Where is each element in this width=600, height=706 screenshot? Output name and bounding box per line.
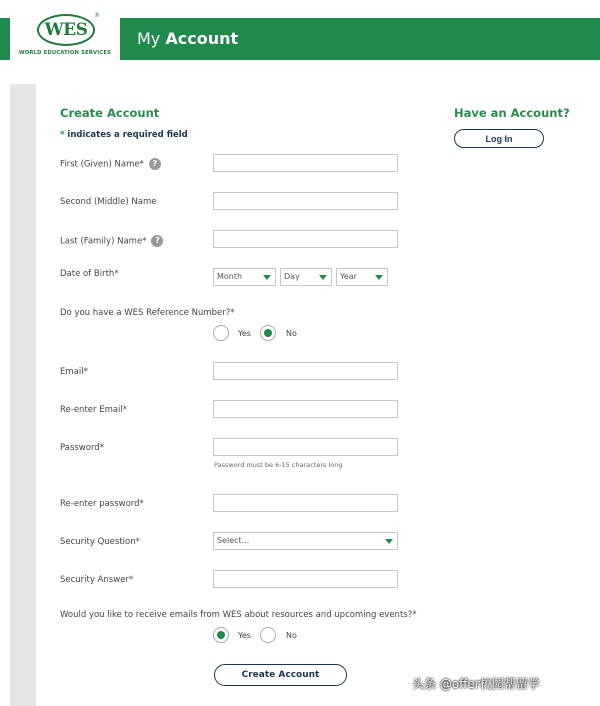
page-title: My Account bbox=[137, 29, 239, 48]
site-header bbox=[0, 0, 600, 62]
side-strip bbox=[10, 84, 36, 706]
last-name-input[interactable] bbox=[213, 230, 398, 248]
login-button[interactable]: Log In bbox=[454, 129, 544, 148]
dob-month-select[interactable]: Month bbox=[213, 268, 276, 286]
security-question-label: Security Question* bbox=[60, 537, 140, 547]
chevron-down-icon bbox=[263, 275, 271, 280]
security-question-select[interactable]: Select... bbox=[213, 532, 398, 550]
password-field[interactable] bbox=[213, 438, 398, 456]
reenter-email-label: Re-enter Email* bbox=[60, 405, 128, 415]
dob-year-select[interactable]: Year bbox=[336, 268, 388, 286]
emails-yes-label: Yes bbox=[238, 631, 251, 640]
logo-trademark: ® bbox=[94, 12, 100, 19]
middle-name-label: Second (Middle) Name bbox=[60, 197, 157, 207]
watermark: 头条 @offer校园帮留学 bbox=[412, 677, 540, 691]
logo-text: WES bbox=[37, 14, 95, 46]
emails-question-label: Would you like to receive emails from WES about resources and upcoming events?* bbox=[60, 610, 417, 620]
reference-question-label: Do you have a WES Reference Number?* bbox=[60, 308, 235, 318]
emails-yes-radio[interactable] bbox=[213, 627, 229, 643]
reenter-password-label: Re-enter password* bbox=[60, 499, 144, 509]
security-answer-label: Security Answer* bbox=[60, 575, 134, 585]
logo-subtitle: WORLD EDUCATION SERVICES bbox=[18, 50, 112, 56]
emails-no-radio[interactable] bbox=[260, 627, 276, 643]
reference-no-radio[interactable] bbox=[260, 325, 276, 341]
dob-day-select[interactable]: Day bbox=[280, 268, 332, 286]
have-account-heading: Have an Account? bbox=[454, 106, 570, 120]
help-icon[interactable]: ? bbox=[149, 158, 161, 170]
reference-yes-label: Yes bbox=[238, 329, 251, 338]
first-name-input[interactable] bbox=[213, 154, 398, 172]
middle-name-input[interactable] bbox=[213, 192, 398, 210]
reference-no-label: No bbox=[286, 329, 297, 338]
email-field[interactable] bbox=[213, 362, 398, 380]
reenter-email-field[interactable] bbox=[213, 400, 398, 418]
dob-label: Date of Birth* bbox=[60, 269, 119, 279]
header-bar-left bbox=[0, 18, 10, 60]
chevron-down-icon bbox=[375, 275, 383, 280]
header-bar bbox=[120, 18, 600, 60]
reference-yes-radio[interactable] bbox=[213, 325, 229, 341]
emails-no-label: No bbox=[286, 631, 297, 640]
password-label: Password* bbox=[60, 443, 104, 453]
password-hint: Password must be 6-15 characters long bbox=[214, 461, 343, 469]
email-label: Email* bbox=[60, 367, 88, 377]
wes-logo[interactable] bbox=[10, 10, 120, 62]
reenter-password-field[interactable] bbox=[213, 494, 398, 512]
security-answer-field[interactable] bbox=[213, 570, 398, 588]
chevron-down-icon bbox=[319, 275, 327, 280]
chevron-down-icon bbox=[385, 539, 393, 544]
required-note: * indicates a required field bbox=[60, 130, 188, 140]
first-name-label: First (Given) Name* ? bbox=[60, 158, 161, 170]
create-account-button[interactable]: Create Account bbox=[214, 664, 347, 686]
last-name-label: Last (Family) Name* ? bbox=[60, 235, 163, 247]
help-icon[interactable]: ? bbox=[151, 235, 163, 247]
create-account-heading: Create Account bbox=[60, 106, 160, 120]
